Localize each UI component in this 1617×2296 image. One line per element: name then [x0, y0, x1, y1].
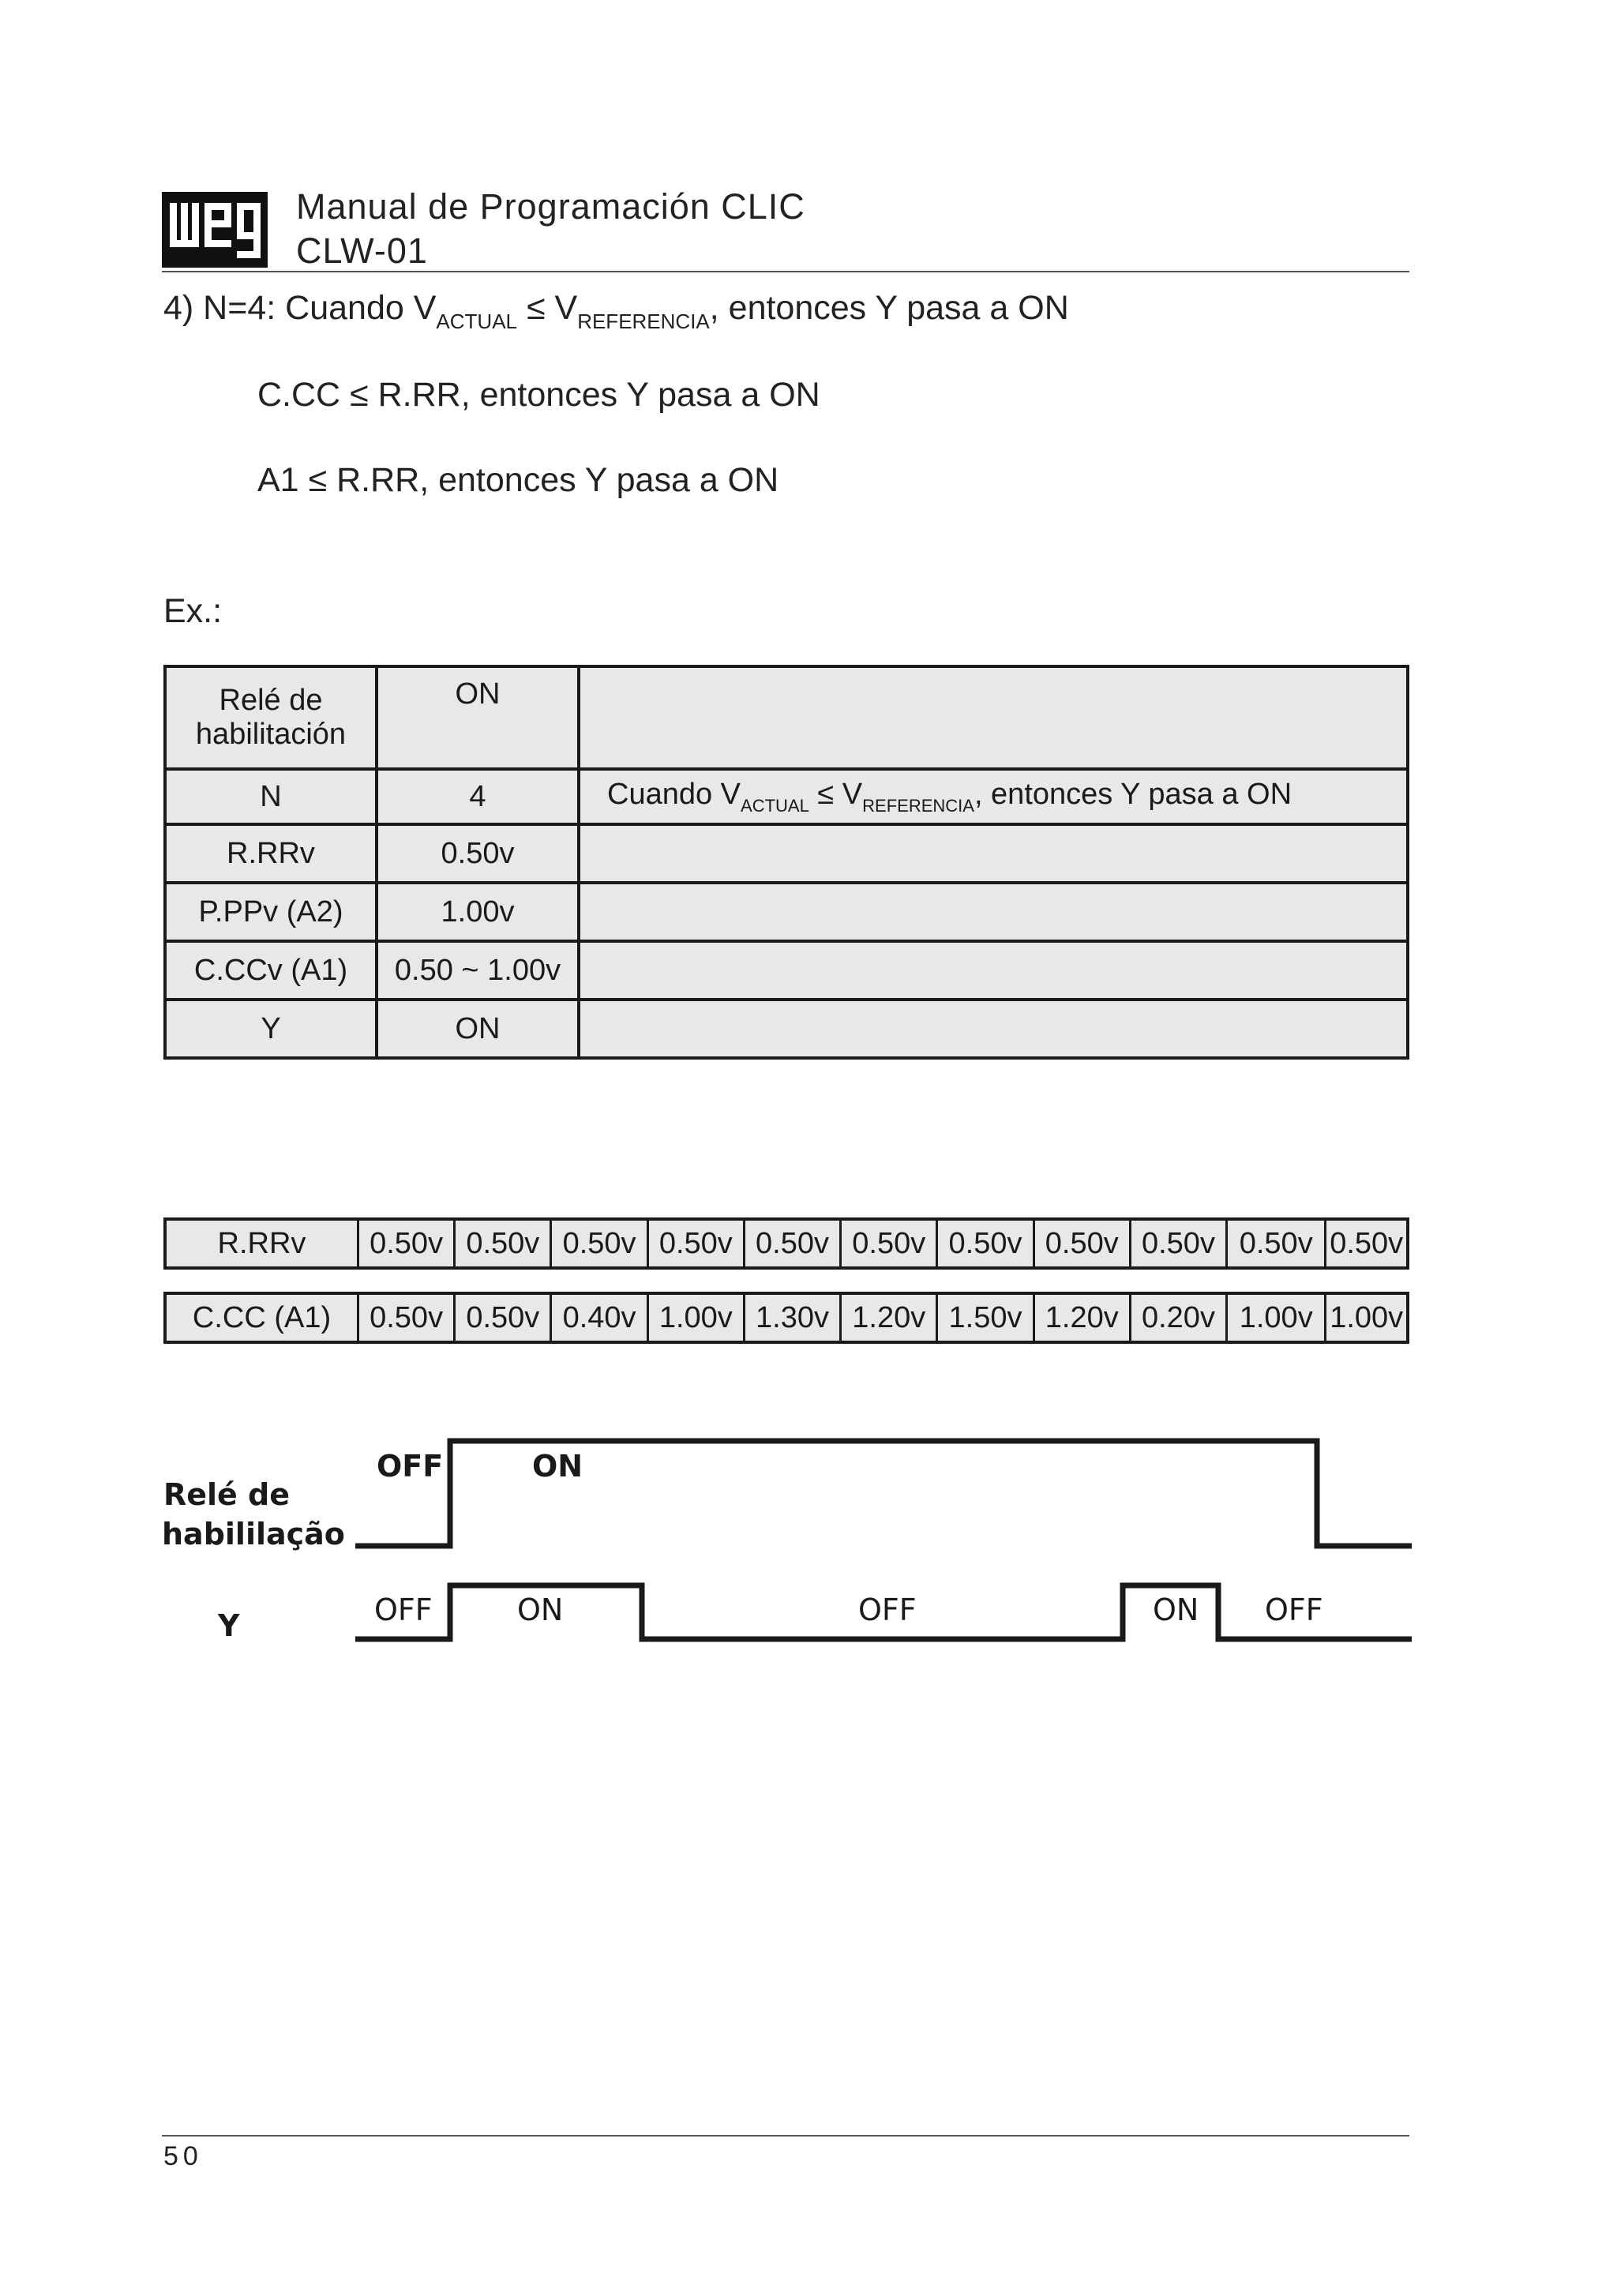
param-value: 0.50 ~ 1.00v	[377, 941, 579, 1000]
strip-cell: 0.50v	[455, 1219, 551, 1268]
strip-cell: 1.00v	[647, 1293, 744, 1342]
param-value: ON	[377, 666, 579, 769]
param-desc	[579, 941, 1408, 1000]
table-row	[165, 1000, 1408, 1058]
param-value: ON	[377, 1000, 579, 1058]
strip-cell: 0.50v	[1227, 1219, 1326, 1268]
strip-cell: 1.30v	[744, 1293, 840, 1342]
relay-label: habililação	[162, 1517, 345, 1551]
y-state-label: OFF	[1265, 1593, 1323, 1627]
param-desc: Cuando $V_{ACTUAL} \le V_{REFERENCIA}$, entonces Y pasa a ON	[579, 769, 1408, 824]
strip-cell: 0.50v	[455, 1293, 551, 1342]
param-value: 1.00v	[377, 883, 579, 941]
param-desc	[579, 1000, 1408, 1058]
example-label: Ex.:	[163, 592, 223, 630]
model-title: CLW-01	[296, 231, 428, 271]
param-desc	[579, 666, 1408, 769]
table-row	[165, 883, 1408, 941]
manual-title: Manual de Programación CLIC	[296, 186, 805, 227]
strip-cell: 0.50v	[358, 1219, 454, 1268]
strip-cell: 0.50v	[841, 1219, 937, 1268]
strip-cell: 1.50v	[937, 1293, 1034, 1342]
relay-label: Relé de	[163, 1477, 291, 1512]
y-state-label: OFF	[858, 1593, 917, 1627]
table-row	[165, 941, 1408, 1000]
strip-cell: 1.20v	[841, 1293, 937, 1342]
relay-on-label: ON	[532, 1449, 583, 1484]
param-value: 0.50v	[377, 824, 579, 883]
strip-cell: 0.40v	[551, 1293, 647, 1342]
param-label: C.CCv (A1)	[165, 941, 377, 1000]
param-desc	[579, 883, 1408, 941]
rule-line-a1: A1 ≤ R.RR, entonces Y pasa a ON	[257, 461, 779, 499]
strip-cell: 0.50v	[1034, 1219, 1130, 1268]
strip-cell: 0.50v	[551, 1219, 647, 1268]
y-state-label: OFF	[374, 1593, 433, 1627]
strip-cell: 0.50v	[744, 1219, 840, 1268]
footer-divider	[162, 2135, 1409, 2137]
param-label: R.RRv	[165, 824, 377, 883]
param-label: N	[165, 769, 377, 824]
y-label: Y	[218, 1608, 240, 1643]
strip-cell: 1.20v	[1034, 1293, 1130, 1342]
rule-heading: 4) N=4: Cuando $V_{ACTUAL} \le V_{REFERENCIA}$, entonces Y pasa a ON	[163, 289, 1069, 333]
relay-waveform	[355, 1441, 1412, 1546]
strip-cell: 1.00v	[1227, 1293, 1326, 1342]
header-divider	[162, 271, 1409, 272]
table-row	[165, 824, 1408, 883]
param-value: 4	[377, 769, 579, 824]
table-row	[165, 666, 1408, 769]
parameter-table	[163, 665, 1409, 1060]
page-number: 50	[163, 2141, 203, 2171]
timing-diagram	[158, 1413, 1421, 1650]
strip-cell: 1.00v	[1326, 1293, 1408, 1342]
strip-cell: 0.50v	[647, 1219, 744, 1268]
param-label: Y	[165, 1000, 377, 1058]
y-state-label: ON	[1153, 1593, 1199, 1627]
strip-cell: 0.50v	[937, 1219, 1034, 1268]
relay-off-label: OFF	[377, 1449, 444, 1484]
strip-cell: 0.50v	[1130, 1219, 1226, 1268]
strip-label: C.CC (A1)	[165, 1293, 358, 1342]
strip-cell: 0.20v	[1130, 1293, 1226, 1342]
strip-cell: 0.50v	[1326, 1219, 1408, 1268]
param-desc	[579, 824, 1408, 883]
rr-values-strip	[163, 1217, 1409, 1270]
rule-line-cc: C.CC ≤ R.RR, entonces Y pasa a ON	[257, 376, 820, 414]
param-label: P.PPv (A2)	[165, 883, 377, 941]
table-row	[165, 769, 1408, 824]
weg-logo	[162, 192, 268, 268]
y-state-label: ON	[517, 1593, 564, 1627]
cc-values-strip	[163, 1292, 1409, 1344]
strip-label: R.RRv	[165, 1219, 358, 1268]
strip-cell: 0.50v	[358, 1293, 454, 1342]
param-label: Relé de habilitación	[165, 666, 377, 769]
